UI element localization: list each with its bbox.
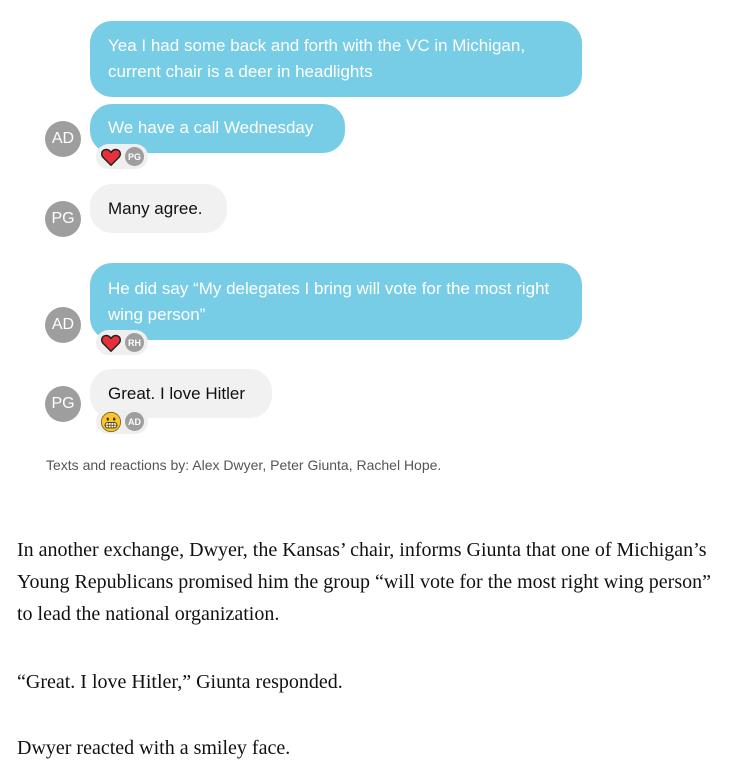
avatar: AD bbox=[45, 307, 81, 343]
reactor-avatar: RH bbox=[125, 333, 144, 352]
avatar: PG bbox=[45, 386, 81, 422]
article-paragraph: “Great. I love Hitler,” Giunta responded. bbox=[17, 671, 343, 693]
reactor-avatar: PG bbox=[125, 147, 144, 166]
article-paragraph: In another exchange, Dwyer, the Kansas’ chair, informs Giunta that one of Michigan’s Young Republicans promised him the group “will vote for the most right wing person” to lead the national organization. bbox=[17, 539, 711, 625]
avatar: AD bbox=[45, 121, 81, 157]
message-text: Yea I had some back and forth with the VC in Michigan, current chair is a deer in headlights bbox=[108, 36, 526, 81]
grimace-face-icon bbox=[100, 411, 122, 433]
reaction-badge[interactable] bbox=[96, 330, 148, 355]
message-text: Many agree. bbox=[108, 199, 203, 218]
reaction-badge[interactable] bbox=[96, 409, 148, 434]
avatar: PG bbox=[45, 201, 81, 237]
message-bubble-3 bbox=[90, 184, 227, 233]
reaction-badge[interactable] bbox=[96, 144, 148, 169]
message-bubble-4 bbox=[90, 263, 582, 340]
article-paragraph: Dwyer reacted with a smiley face. bbox=[17, 737, 291, 759]
message-bubble-1 bbox=[90, 21, 582, 97]
heart-icon bbox=[100, 146, 122, 168]
reactor-avatar: AD bbox=[125, 412, 144, 431]
message-text: We have a call Wednesday bbox=[108, 118, 314, 137]
message-text: He did say “My delegates I bring will vote for the most right wing person” bbox=[108, 279, 550, 324]
message-text: Great. I love Hitler bbox=[108, 384, 245, 403]
image-caption: Texts and reactions by: Alex Dwyer, Peter Giunta, Rachel Hope. bbox=[46, 457, 442, 473]
heart-icon bbox=[100, 332, 122, 354]
